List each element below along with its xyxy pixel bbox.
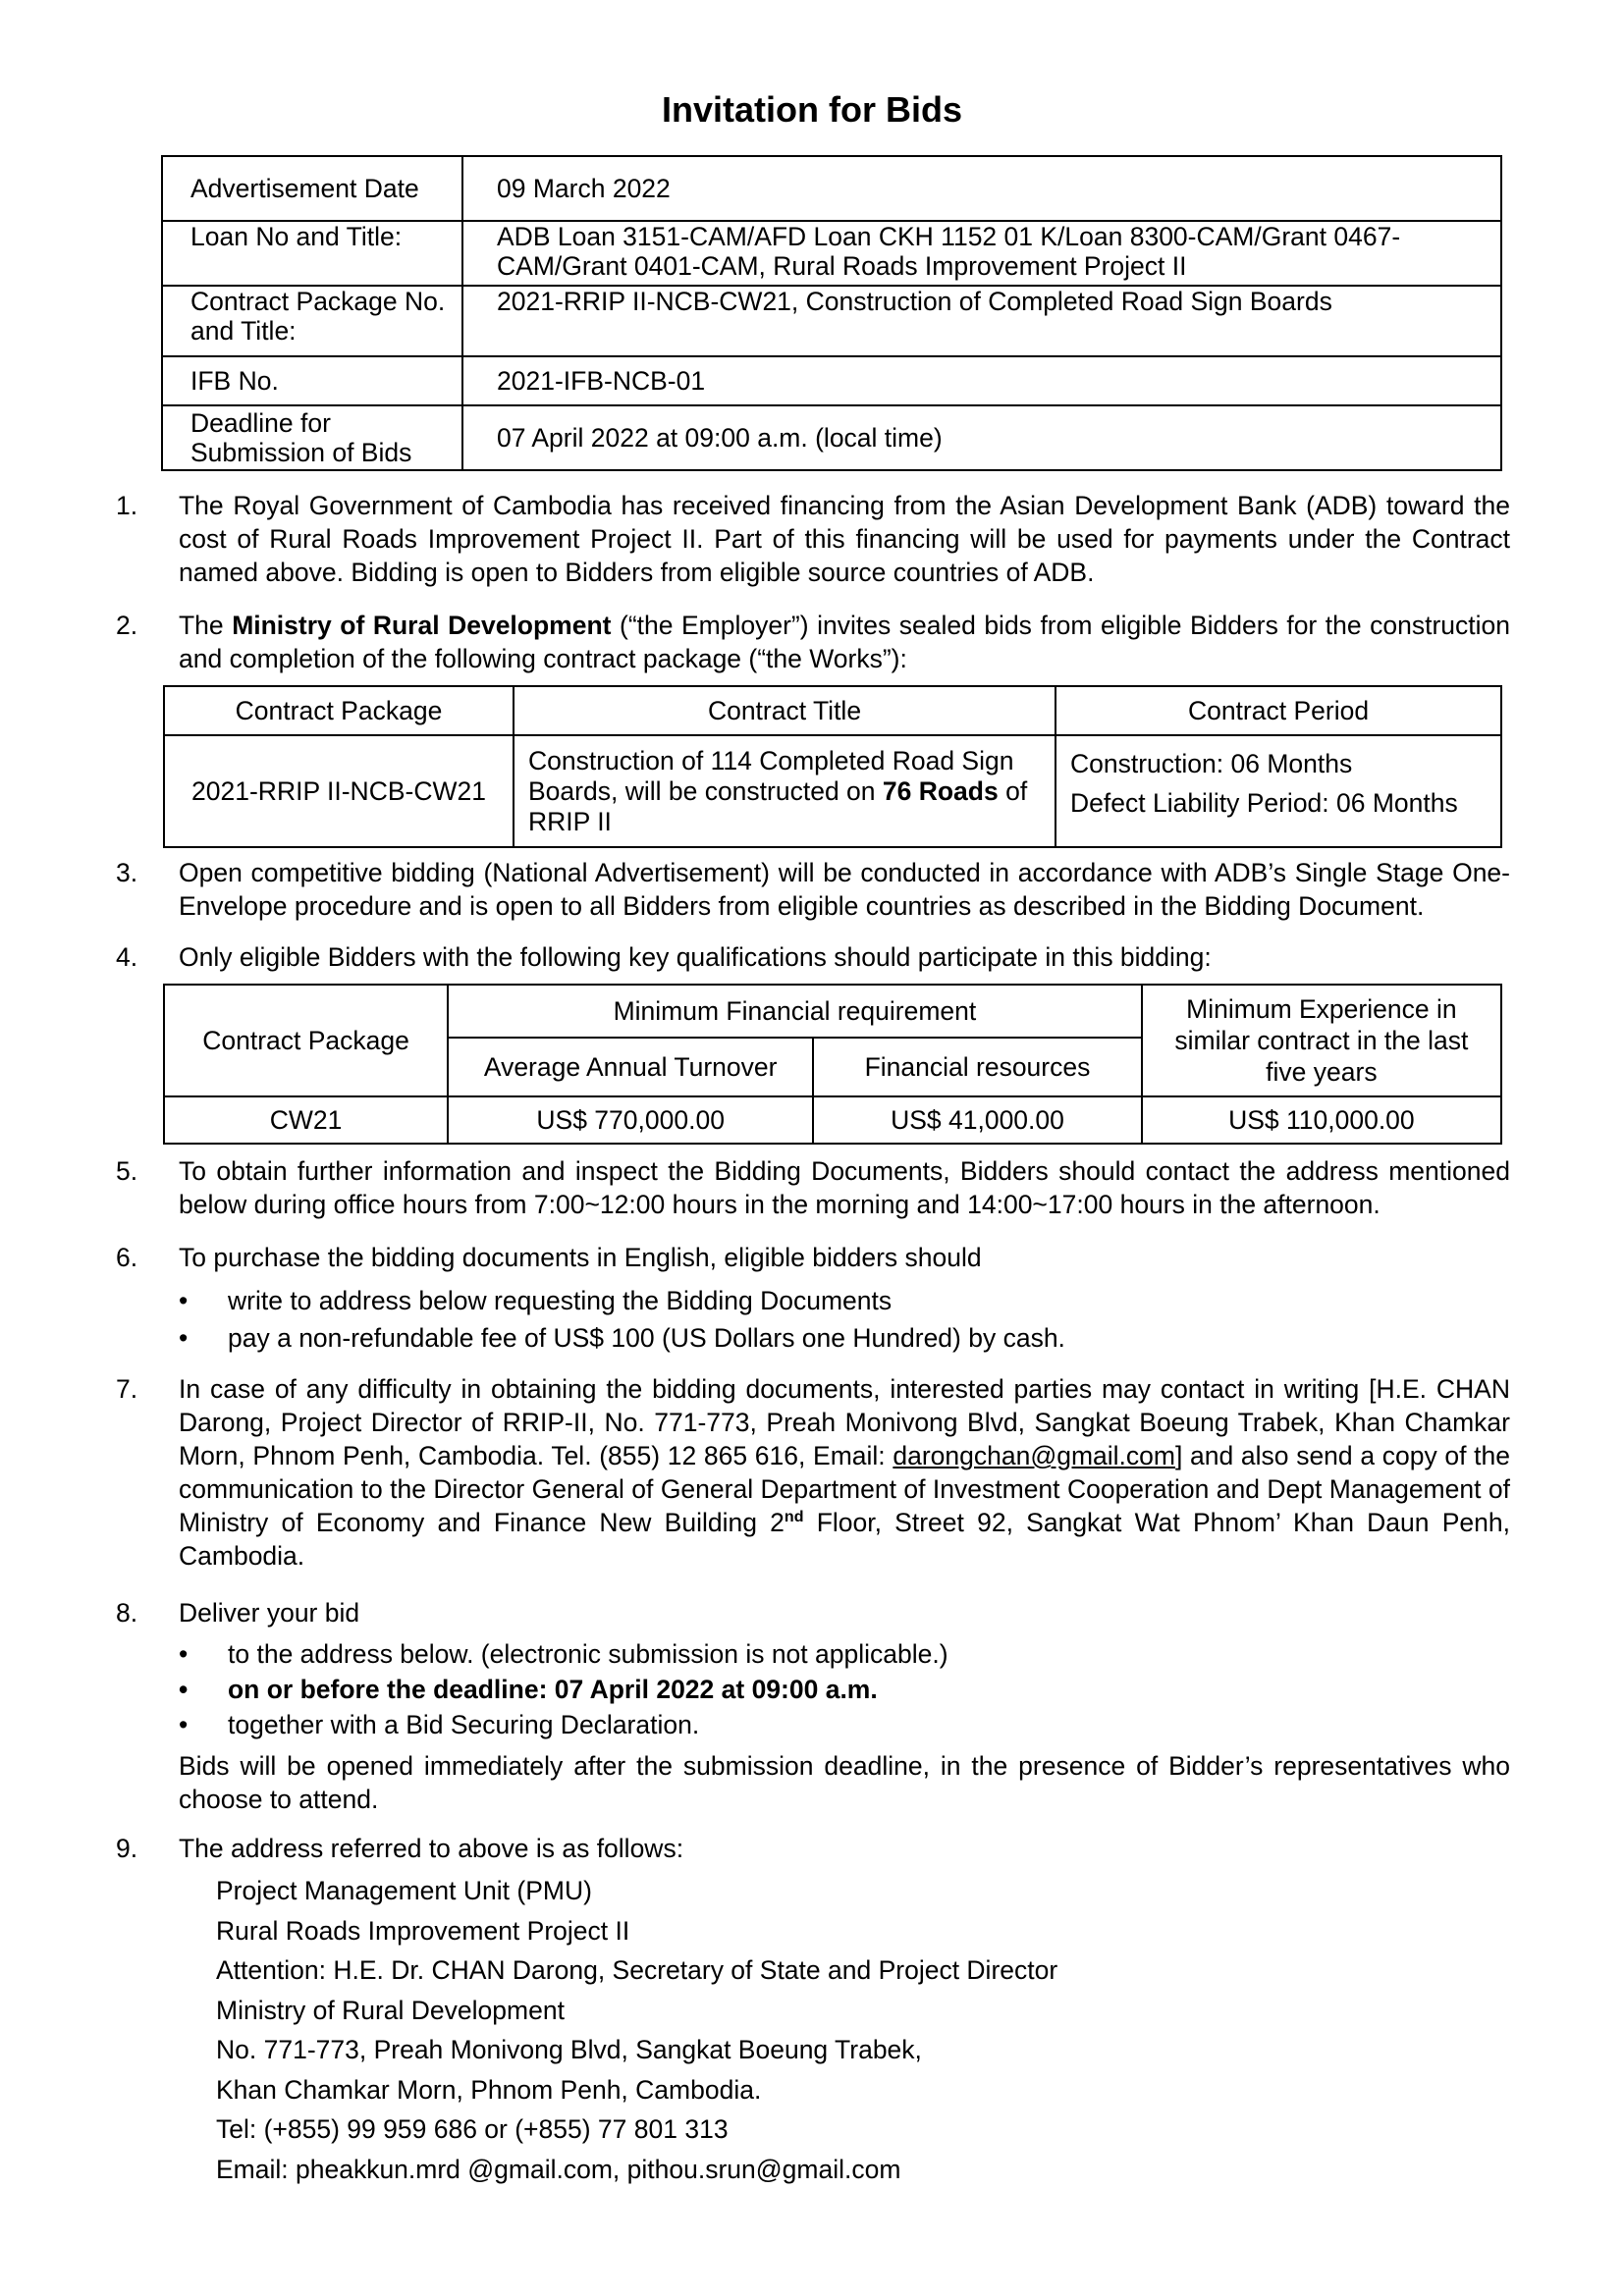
email-link[interactable]: darongchan@gmail.com: [893, 1441, 1175, 1470]
item-number: 4.: [116, 942, 138, 972]
table-header-row: [164, 985, 1501, 1038]
label-contract-package: Contract Package No. and Title:: [162, 286, 462, 356]
bullet-text: on or before the deadline: 07 April 2022 at 09:00 a.m.: [228, 1675, 878, 1704]
address-line: Attention: H.E. Dr. CHAN Darong, Secretary of State and Project Director: [216, 1955, 1058, 1985]
table-header-row: [164, 686, 1501, 735]
bullet-icon: •: [179, 1286, 189, 1315]
item-number: 6.: [116, 1243, 138, 1272]
item-number: 3.: [116, 858, 138, 887]
item-3: [116, 856, 1510, 923]
bullet-text: write to address below requesting the Bidding Documents: [228, 1286, 893, 1315]
item-number: 9.: [116, 1834, 138, 1863]
table-row: [162, 356, 1501, 405]
value-contract-package: 2021-RRIP II-NCB-CW21, Construction of Completed Road Sign Boards: [462, 286, 1501, 356]
item-7: [116, 1372, 1510, 1573]
table-row: [162, 221, 1501, 286]
period-construction: Construction: 06 Months: [1070, 749, 1353, 778]
header-contract-package: Contract Package: [164, 686, 514, 735]
list-item: [179, 1708, 1504, 1741]
bullet-text: together with a Bid Securing Declaration.: [228, 1710, 700, 1739]
header-average-turnover: Average Annual Turnover: [448, 1038, 813, 1096]
item-text: [179, 1372, 1510, 1573]
item-number: 8.: [116, 1598, 138, 1628]
header-minimum-experience: Minimum Experience in similar contract in the last five years: [1142, 985, 1501, 1096]
text-fragment: In case of any difficulty in obtaining the bidding documents, interested parties may contact in writing [H.E. CHAN Darong, Project Director of RRIP-II, No. 771-773, Preah Monivong Blvd, Sangkat Boeung Trabek, Khan Chamkar Morn, Phnom Penh, Cambodia. Tel. (855) 12 865 616, Email:: [179, 1374, 1510, 1470]
item-text: The Royal Government of Cambodia has received financing from the Asian Development Bank (ADB) toward the cost of Rural Roads Improvement Project II. Part of this financing will be used for payments under the Contract named above. Bidding is open to Bidders from eligible source countries of ADB.: [179, 491, 1510, 587]
bullet-text: pay a non-refundable fee of US$ 100 (US Dollars one Hundred) by cash.: [228, 1323, 1065, 1353]
item-1: [116, 489, 1510, 589]
address-line: Project Management Unit (PMU): [216, 1876, 592, 1905]
header-contract-package: Contract Package: [164, 985, 448, 1096]
item-8: [116, 1596, 1510, 1629]
value-loan: ADB Loan 3151-CAM/AFD Loan CKH 1152 01 K/Loan 8300-CAM/Grant 0467-CAM/Grant 0401-CAM, Rural Roads Improvement Project II: [462, 221, 1501, 286]
item-text: The address referred to above is as follows:: [179, 1834, 684, 1863]
text-fragment: 76 Roads: [882, 775, 999, 806]
cell-turnover: US$ 770,000.00: [448, 1096, 813, 1144]
value-advertisement-date: 09 March 2022: [462, 156, 1501, 221]
bullet-text: to the address below. (electronic submission is not applicable.): [228, 1639, 948, 1669]
item-number: 7.: [116, 1374, 138, 1404]
cell-contract-period: [1056, 735, 1501, 847]
item-8-note: [116, 1749, 1510, 1816]
address-line: Ministry of Rural Development: [216, 1995, 565, 2025]
text-fragment: Construction of 114 Completed Road Sign Boards, will be constructed on: [528, 745, 1014, 806]
text-fragment: (“the Employer”) invites sealed bids from eligible Bidders for the construction and completion of the following contract package (“the Works”):: [179, 611, 1510, 673]
bullet-icon: •: [179, 1710, 189, 1739]
item-text: [179, 609, 1510, 675]
list-item: [179, 1673, 1504, 1706]
value-deadline: 07 April 2022 at 09:00 a.m. (local time): [462, 405, 1501, 470]
item-text: To obtain further information and inspect the Bidding Documents, Bidders should contact the address mentioned below during office hours from 7:00~12:00 hours in the morning and 14:00~17:00 hours in the afternoon.: [179, 1156, 1510, 1219]
address-line: Tel: (+855) 99 959 686 or (+855) 77 801 313: [216, 2114, 729, 2144]
period-defect-liability: Defect Liability Period: 06 Months: [1070, 788, 1458, 818]
item-text: Deliver your bid: [179, 1598, 360, 1628]
address-block: [216, 1871, 1492, 2189]
table-row: [164, 1096, 1501, 1144]
superscript: nd: [784, 1509, 804, 1526]
works-table: [163, 685, 1502, 848]
address-line: No. 771-773, Preah Monivong Blvd, Sangkat Boeung Trabek,: [216, 2035, 922, 2064]
address-line: Rural Roads Improvement Project II: [216, 1915, 630, 1946]
header-contract-period: Contract Period: [1056, 686, 1501, 735]
address-line: Khan Chamkar Morn, Phnom Penh, Cambodia.: [216, 2074, 762, 2105]
item-text: To purchase the bidding documents in English, eligible bidders should: [179, 1243, 982, 1272]
label-ifb-no: IFB No.: [162, 356, 462, 405]
item-text: Only eligible Bidders with the following key qualifications should participate in this bidding:: [179, 942, 1212, 972]
table-row: [164, 735, 1501, 847]
bullet-icon: •: [179, 1675, 189, 1704]
list-item: [179, 1637, 1504, 1671]
table-row: [162, 156, 1501, 221]
item-text: Bids will be opened immediately after the submission deadline, in the presence of Bidder’s representatives who choose to attend.: [179, 1751, 1510, 1814]
qualifications-table: [163, 984, 1502, 1145]
item-2: [116, 609, 1510, 675]
header-contract-title: Contract Title: [514, 686, 1056, 735]
text-fragment: Floor, Street 92, Sangkat Wat Phnom’ Khan Daun Penh, Cambodia.: [179, 1508, 1510, 1571]
value-ifb-no: 2021-IFB-NCB-01: [462, 356, 1501, 405]
label-advertisement-date: Advertisement Date: [162, 156, 462, 221]
item-number: 1.: [116, 491, 138, 520]
item-number: 2.: [116, 611, 138, 640]
item-5: [116, 1154, 1510, 1221]
text-fragment: ] and also send a copy of the communication to the Director General of General Department of Investment Cooperation and Dept Management of Ministry of Economy and Finance New Building 2: [179, 1441, 1510, 1537]
cell-contract-package: 2021-RRIP II-NCB-CW21: [164, 735, 514, 847]
item-number: 5.: [116, 1156, 138, 1186]
item-4: [116, 940, 1510, 974]
cell-contract-title: [514, 735, 1056, 847]
bid-info-table: [161, 155, 1502, 471]
table-row: [162, 405, 1501, 470]
cell-package: CW21: [164, 1096, 448, 1144]
address-line: Email: pheakkun.mrd @gmail.com, pithou.srun@gmail.com: [216, 2154, 901, 2184]
bullet-icon: •: [179, 1323, 189, 1353]
item-6: [116, 1241, 1510, 1274]
label-deadline: Deadline for Submission of Bids: [162, 405, 462, 470]
list-item: [179, 1284, 1504, 1317]
employer-name: Ministry of Rural Development: [232, 611, 612, 640]
label-loan: Loan No and Title:: [162, 221, 462, 286]
table-row: [162, 286, 1501, 356]
document-title: Invitation for Bids: [662, 89, 962, 130]
item-text: Open competitive bidding (National Advertisement) will be conducted in accordance with ADB’s Single Stage One-Envelope procedure and is open to all Bidders from eligible countries as described in the Bidding Document.: [179, 858, 1510, 921]
cell-experience: US$ 110,000.00: [1142, 1096, 1501, 1144]
text-fragment: The: [179, 611, 233, 640]
header-financial-resources: Financial resources: [813, 1038, 1142, 1096]
list-item: [179, 1321, 1504, 1355]
text-fragment: of RRIP II: [528, 775, 1028, 836]
cell-resources: US$ 41,000.00: [813, 1096, 1142, 1144]
header-financial-requirement: Minimum Financial requirement: [448, 985, 1142, 1038]
item-9: [116, 1832, 1510, 1865]
bullet-icon: •: [179, 1639, 189, 1669]
